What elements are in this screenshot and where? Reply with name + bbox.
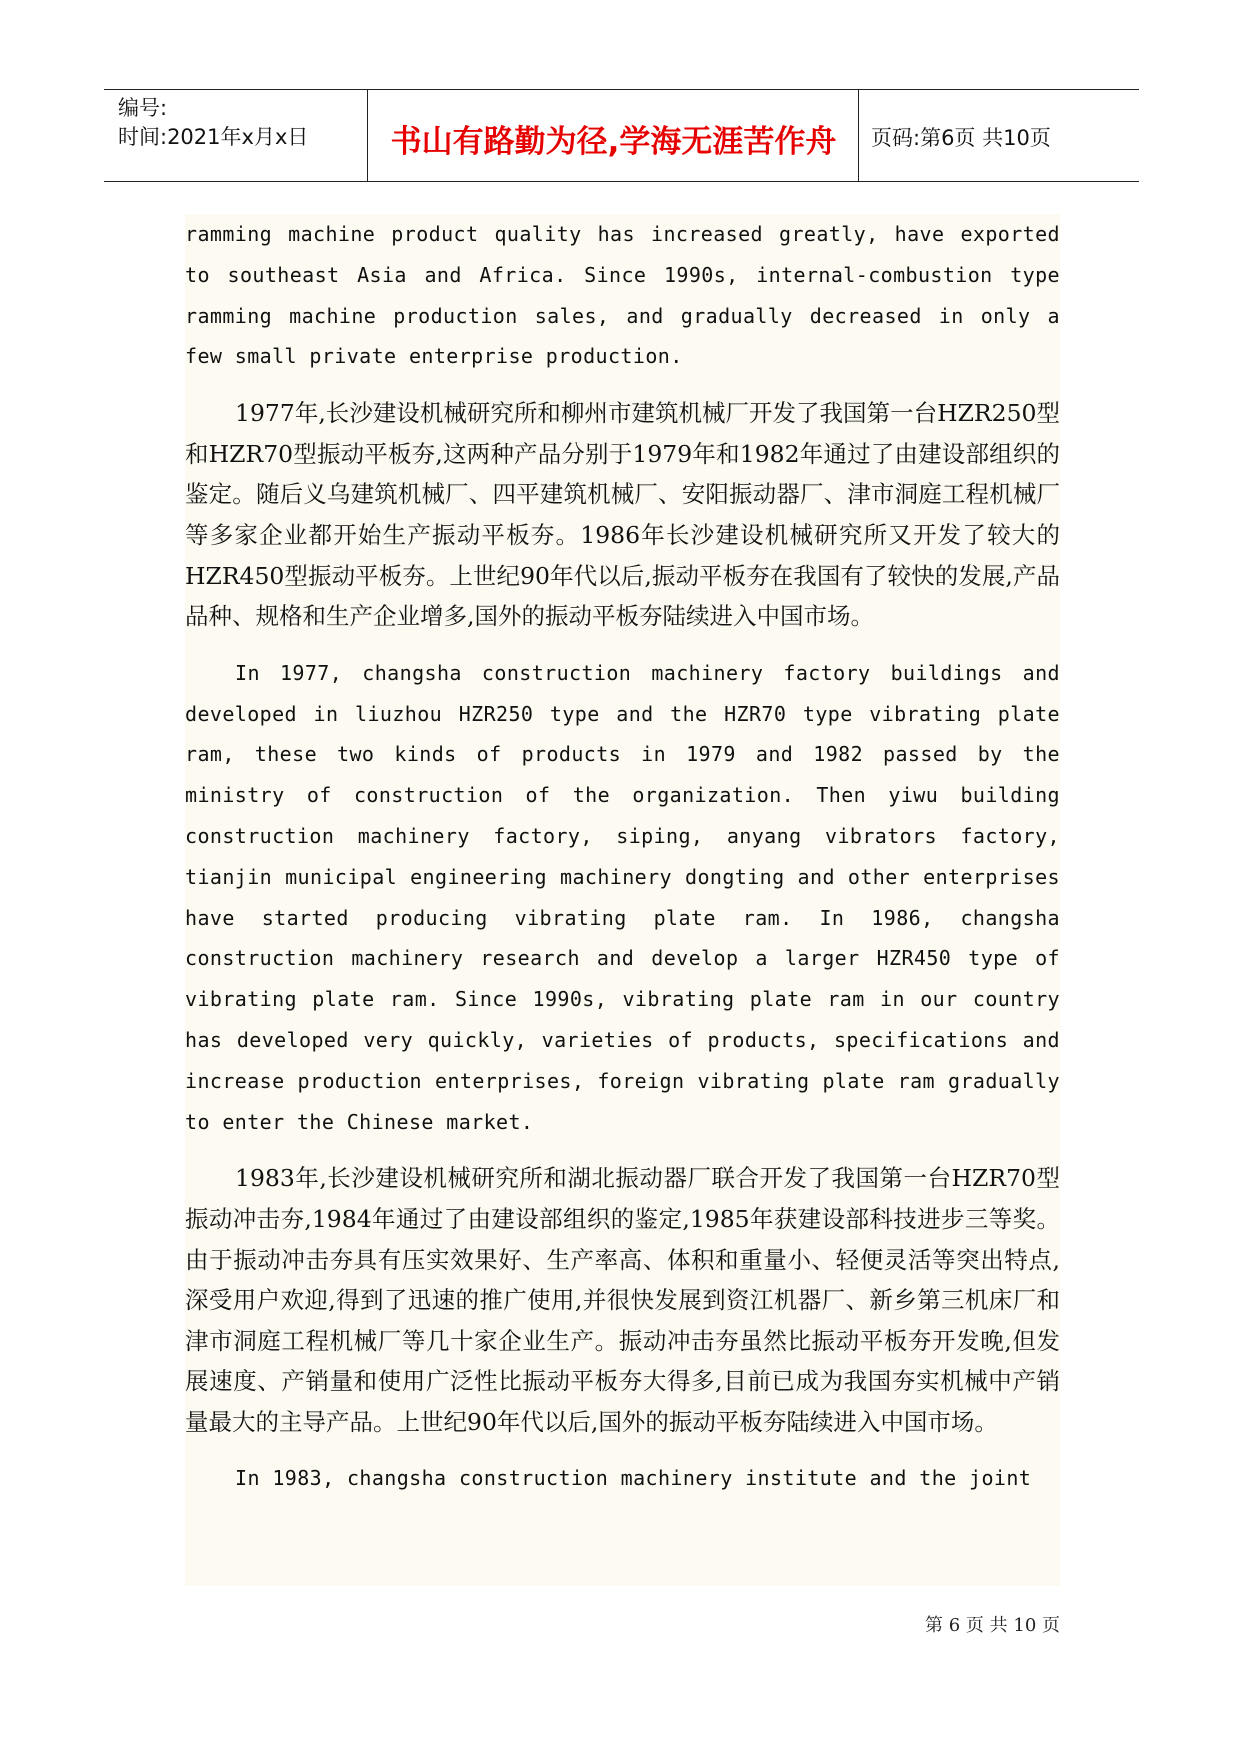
page-header	[104, 89, 1139, 182]
document-body	[185, 214, 1060, 1586]
paragraph-english-1977: In 1977, changsha construction machinery factory buildings and developed in liuzhou HZR250 type and the HZR70 type vibrating plate ram, these two kinds of products in 1979 and 1982 passed by the ministry of construction of the organization. Then yiwu building construction machinery factory, siping, anyang vibrators factory, tianjin municipal engineering machinery dongting and other enterprises have started producing vibrating plate ram. In 1986, changsha construction machinery research and develop a larger HZR450 type of vibrating plate ram. Since 1990s, vibrating plate ram in our country has developed very quickly, varieties of products, specifications and increase production enterprises, foreign vibrating plate ram gradually to enter the Chinese market.	[185, 660, 1060, 1134]
header-page-number: 页码:第6页 共10页	[871, 126, 1051, 150]
header-motto: 书山有路勤为径,学海无涯苦作舟	[390, 124, 837, 160]
paragraph-chinese-1977: 1977年,长沙建设机械研究所和柳州市建筑机械厂开发了我国第一台HZR250型和HZR70型振动平板夯,这两种产品分别于1979年和1982年通过了由建设部组织的鉴定。随后义乌建筑机械厂、四平建筑机械厂、安阳振动器厂、津市洞庭工程机械厂等多家企业都开始生产振动平板夯。1986年长沙建设机械研究所又开发了较大的HZR450型振动平板夯。上世纪90年代以后,振动平板夯在我国有了较快的发展,产品品种、规格和生产企业增多,国外的振动平板夯陆续进入中国市场。	[185, 399, 1060, 631]
paragraph-english-continued: ramming machine product quality has increased greatly, have exported to southeast Asia and Africa. Since 1990s, internal-combustion type ramming machine production sales, and gradually decreased in only a few small private enterprise production.	[185, 222, 1060, 369]
header-divider	[367, 90, 368, 181]
header-meta	[118, 94, 308, 152]
header-divider	[858, 90, 859, 181]
number-label: 编号:	[118, 96, 168, 120]
page-footer: 第 6 页 共 10 页	[925, 1615, 1060, 1636]
paragraph-english-1983: In 1983, changsha construction machinery institute and the joint	[235, 1466, 1032, 1491]
time-label: 时间:2021年x月x日	[118, 125, 309, 149]
paragraph-chinese-1983: 1983年,长沙建设机械研究所和湖北振动器厂联合开发了我国第一台HZR70型振动冲击夯,1984年通过了由建设部组织的鉴定,1985年获建设部科技进步三等奖。由于振动冲击夯具有压实效果好、生产率高、体积和重量小、轻便灵活等突出特点,深受用户欢迎,得到了迅速的推广使用,并很快发展到资江机器厂、新乡第三机床厂和津市洞庭工程机械厂等几十家企业生产。振动冲击夯虽然比振动平板夯开发晚,但发展速度、产销量和使用广泛性比振动平板夯大得多,目前已成为我国夯实机械中产销量最大的主导产品。上世纪90年代以后,国外的振动平板夯陆续进入中国市场。	[185, 1164, 1060, 1436]
